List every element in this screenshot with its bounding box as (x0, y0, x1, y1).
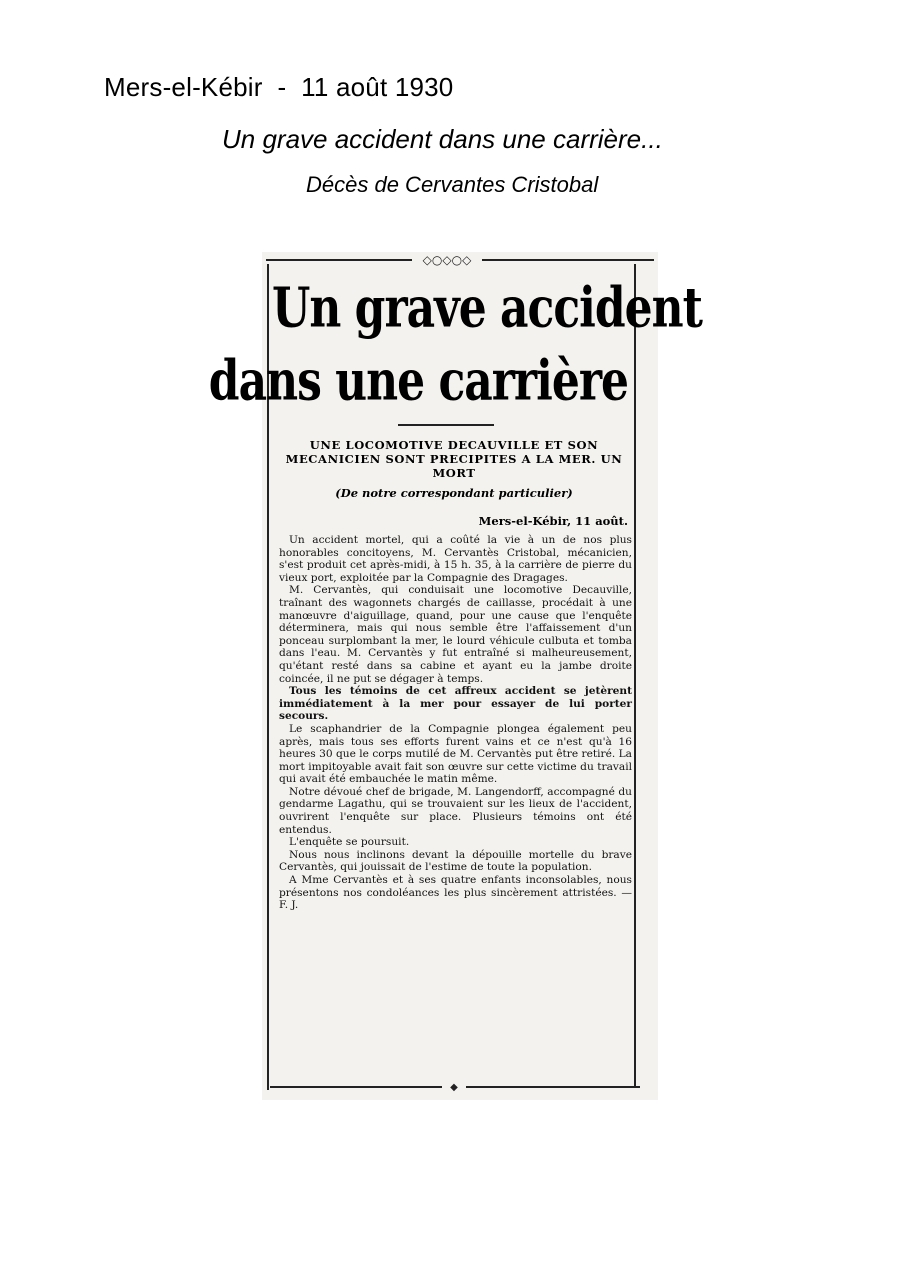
article-paragraph: A Mme Cervantès et à ses quatre enfants inconsolables, nous présentons nos condoléances les plus sincèrement attristées. — F. J. (279, 874, 632, 912)
ornament-icon: ◇○◇○◇ (412, 252, 482, 268)
article-paragraph: M. Cervantès, qui conduisait une locomotive Decauville, traînant des wagonnets chargés de caillasse, procédait à une manœuvre d'aiguillage, quand, pour une cause que l'enquête déterminera, mais qui nous semble être l'affaissement d'un ponceau surplombant la mer, le lourd véhicule culbuta et tomba dans l'eau. M. Cervantès y fut entraîné si malheureusement, qu'étant resté dans sa cabine et ayant eu la jambe droite coincée, il ne put se dégager à temps. (279, 584, 632, 685)
dateline: Mers-el-Kébir, 11 août. (478, 514, 628, 528)
article-body (279, 534, 632, 912)
clipping-deck: UNE LOCOMOTIVE DECAUVILLE ET SON MECANICIEN SONT PRECIPITES A LA MER. UN MORT (285, 438, 623, 480)
title-divider (398, 424, 494, 426)
clipping-right-rule (634, 264, 636, 1086)
clipping-title-line-2: dans une carrière (208, 349, 628, 414)
clipping-title-line-1: Un grave accident (272, 276, 702, 341)
article-headline: Un grave accident dans une carrière... (222, 124, 663, 154)
article-subheading: Décès de Cervantes Cristobal (306, 172, 599, 197)
article-paragraph: Notre dévoué chef de brigade, M. Langendorff, accompagné du gendarme Lagathu, qui se trouvaient sur les lieux de l'accident, ouvrirent l'enquête sur place. Plusieurs témoins ont été entendus. (279, 785, 632, 836)
article-paragraph: L'enquête se poursuit. (289, 836, 410, 849)
correspondent-line: (De notre correspondant particulier) (335, 486, 573, 500)
bottom-ornament-icon: ◆ (442, 1081, 466, 1095)
place-date-heading: Mers-el-Kébir - 11 août 1930 (104, 72, 454, 102)
article-paragraph: Un accident mortel, qui a coûté la vie à un de nos plus honorables concitoyens, M. Cervantès Cristobal, mécanicien, s'est produit cet après-midi, à 15 h. 35, à la carrière de pierre du vieux port, exploitée par la Compagnie des Dragages. (279, 534, 632, 584)
article-paragraph: Tous les témoins de cet affreux accident se jetèrent immédiatement à la mer pour essayer de lui porter secours. (279, 685, 632, 723)
article-paragraph: Le scaphandrier de la Compagnie plongea également peu après, mais tous ses efforts furent vains et ce n'est qu'à 16 heures 30 que le corps mutilé de M. Cervantès put être retiré. La mort impitoyable avait fait son œuvre sur cette victime du travail qui avait été embauchée le matin même. (279, 722, 632, 786)
article-paragraph: Nous nous inclinons devant la dépouille mortelle du brave Cervantès, qui jouissait de l'estime de toute la population. (279, 848, 632, 874)
newspaper-clipping (208, 252, 702, 1100)
